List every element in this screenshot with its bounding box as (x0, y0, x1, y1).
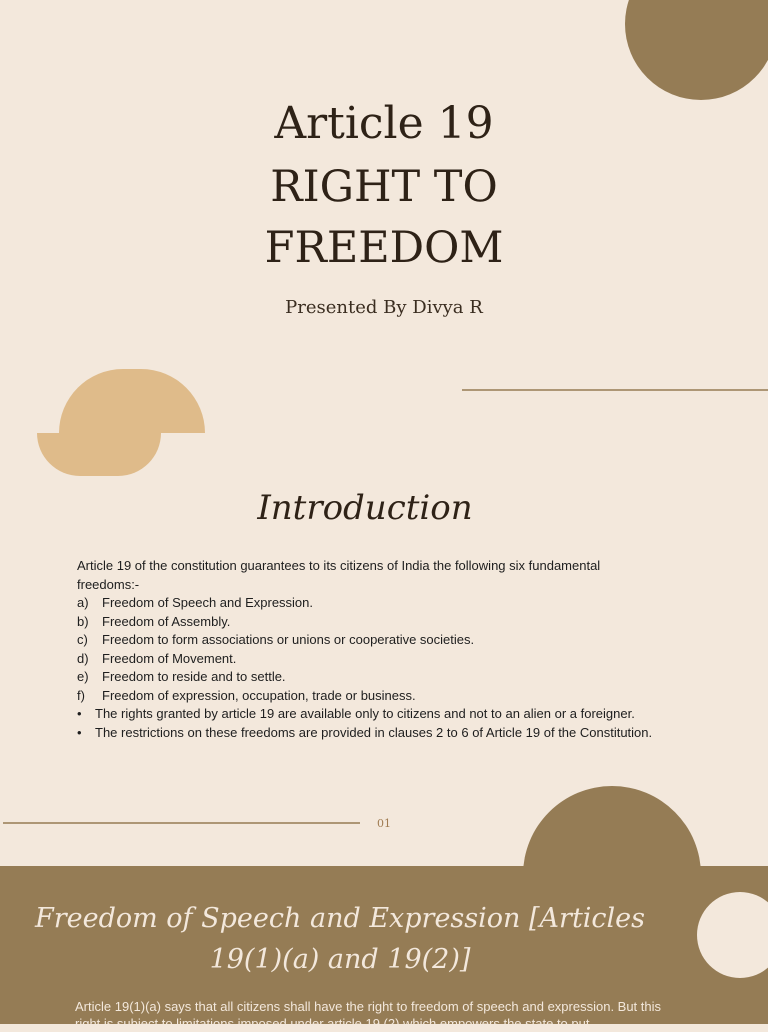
bullet-icon: • (77, 724, 82, 740)
freedom-list-item (77, 650, 657, 669)
list-item-text: Freedom of Assembly. (102, 613, 231, 629)
decorative-rule-right (462, 389, 768, 391)
intro-heading: Introduction (257, 488, 473, 528)
list-marker: d) (77, 650, 89, 666)
list-item-text: Freedom to reside and to settle. (102, 669, 286, 684)
list-item-text: Freedom to form associations or unions or cooperative societies. (102, 632, 475, 647)
slide-title-line-1: Article 19 (274, 98, 494, 149)
list-marker: b) (77, 613, 89, 629)
section-body: Article 19(1)(a) says that all citizens shall have the right to freedom of speech and expression. But this right is subject to limitations imposed under article 19 (2) which empowers the state to put (75, 999, 662, 1031)
bullet-point (77, 705, 657, 724)
freedom-list-item (77, 631, 657, 650)
section-heading-line-1: Freedom of Speech and Expression [Articles (34, 903, 646, 934)
bullet-point (77, 724, 657, 743)
slide-title-line-3: FREEDOM (264, 223, 504, 273)
decorative-half-circle-top (59, 369, 205, 433)
list-marker: a) (77, 595, 89, 610)
bullet-text: The rights granted by article 19 are available only to citizens and not to an alien or a foreigner. (95, 706, 635, 721)
decorative-rule-left (3, 822, 360, 824)
page-number: 01 (377, 817, 391, 830)
freedom-list-item (77, 687, 657, 706)
freedom-list-item (77, 594, 657, 613)
intro-body (77, 557, 657, 742)
bullet-icon: • (77, 706, 82, 721)
freedom-list-item (77, 668, 657, 687)
list-marker: c) (77, 632, 88, 647)
list-marker: e) (77, 669, 89, 684)
section-heading-line-2: 19(1)(a) and 19(2)] (209, 944, 471, 975)
decorative-circle-top-right (625, 0, 768, 100)
presenter-name: Presented By Divya R (285, 297, 483, 318)
list-item-text: Freedom of expression, occupation, trade or business. (102, 687, 416, 703)
freedom-list-item (77, 613, 657, 632)
slide-title-line-2: RIGHT TO (270, 162, 498, 212)
section-heading (25, 898, 655, 980)
bullet-text: The restrictions on these freedoms are provided in clauses 2 to 6 of Article 19 of the Constitution. (95, 724, 653, 740)
list-marker: f) (77, 687, 85, 703)
list-item-text: Freedom of Speech and Expression. (102, 595, 314, 610)
intro-lead: Article 19 of the constitution guarantees to its citizens of India the following six fundamental freedoms:- (77, 558, 601, 592)
decorative-half-circle-bottom (37, 433, 161, 476)
list-item-text: Freedom of Movement. (102, 650, 237, 666)
